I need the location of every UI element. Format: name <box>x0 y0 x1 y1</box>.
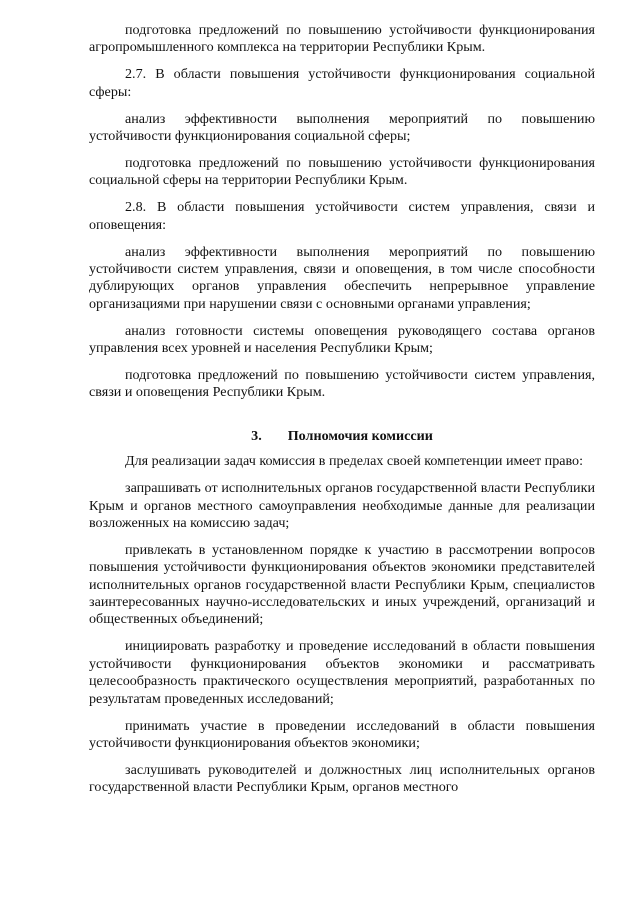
paragraph-right-initiate: инициировать разработку и проведение исследований в области повышения устойчивости функционирования объектов экономики и рассматривать целесообразность практического осуществления мероприятий, разработанных по результатам проведенных исследований; <box>89 638 595 707</box>
paragraph-right-involve: привлекать в установленном порядке к участию в рассмотрении вопросов повышения устойчивости функционирования объектов экономики представителей исполнительных органов государственной власти Республики Крым, специалистов заинтересованных научно-исследовательских и иных учреждений, организаций и общественных объединений; <box>89 541 595 628</box>
section-title: Полномочия комиссии <box>287 427 433 444</box>
paragraph-rights-intro: Для реализации задач комиссия в пределах своей компетенции имеет право: <box>125 453 584 470</box>
paragraph-social-proposals: подготовка предложений по повышению устойчивости функционирования социальной сферы на территории Республики Крым. <box>89 154 595 189</box>
paragraph-control-proposals: подготовка предложений по повышению устойчивости систем управления, связи и оповещения Республики Крым. <box>89 367 595 401</box>
paragraph-right-participate: принимать участие в проведении исследований в области повышения устойчивости функционирования объектов экономики; <box>89 717 595 751</box>
paragraph-social-analysis: анализ эффективности выполнения мероприятий по повышению устойчивости функционирования социальной сферы; <box>89 110 595 145</box>
paragraph-right-request: запрашивать от исполнительных органов государственной власти Республики Крым и органов местного самоуправления необходимые данные для реализации возложенных на комиссию задач; <box>89 480 595 531</box>
paragraph-control-analysis: анализ эффективности выполнения мероприятий по повышению устойчивости систем управления, связи и оповещения, в том числе способности дублирующих органов управления обеспечить непрерывное управление организациями при нарушении связи с основными органами управления; <box>89 243 595 312</box>
paragraph-agro-proposals: подготовка предложений по повышению устойчивости функционирования агропромышленного комплекса на территории Республики Крым. <box>89 22 595 56</box>
document-page <box>89 22 595 797</box>
paragraph-right-hear: заслушивать руководителей и должностных лиц исполнительных органов государственной власти Республики Крым, органов местного <box>89 761 595 796</box>
paragraph-2-8-heading: 2.8. В области повышения устойчивости систем управления, связи и оповещения: <box>89 199 595 233</box>
paragraph-alert-readiness: анализ готовности системы оповещения руководящего состава органов управления всех уровней и населения Республики Крым; <box>89 322 595 357</box>
section-number: 3. <box>251 427 262 444</box>
paragraph-2-7-heading: 2.7. В области повышения устойчивости функционирования социальной сферы: <box>89 66 595 100</box>
section-heading <box>89 428 595 445</box>
